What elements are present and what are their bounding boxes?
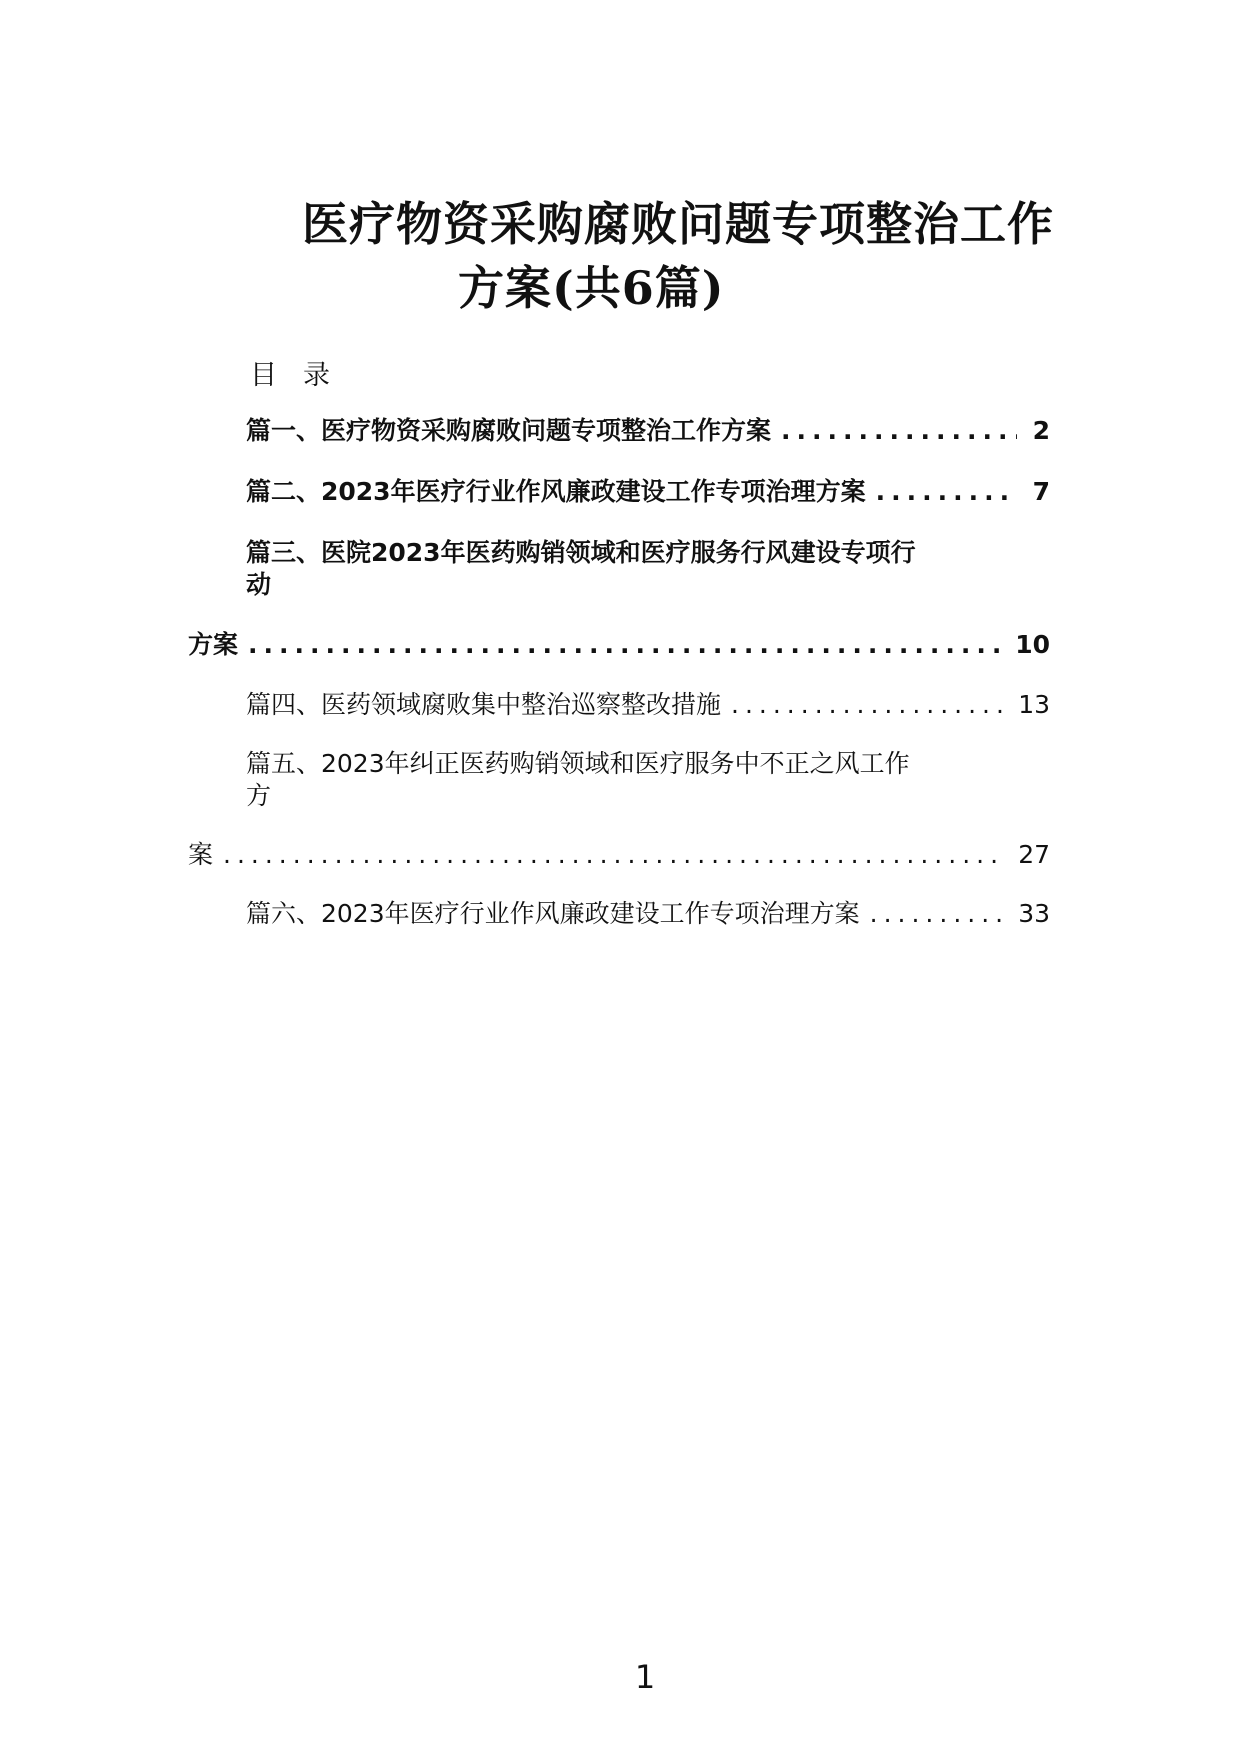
toc-leader-dots [731,690,1002,719]
toc-entry-label: 篇四、医药领域腐败集中整治巡察整改措施 [246,690,722,719]
toc-entry-3-line-2[interactable]: 动 [246,570,272,599]
toc-entry-page: 33 [1018,899,1050,928]
toc-entry-page: 27 [1018,840,1050,869]
toc-leader-dots [248,630,999,659]
toc-leader-dots [223,840,1002,869]
toc-leader-dots [876,477,1017,506]
toc-entry-page: 7 [1032,477,1050,506]
toc-entry-5-line-2[interactable]: 方 [246,781,272,810]
toc-entry-page: 2 [1032,416,1050,445]
toc-entry-5-line-1[interactable]: 篇五、2023年纠正医药购销领域和医疗服务中不正之风工作 [246,749,910,778]
toc-heading: 目录 [250,360,356,391]
toc-entry-2[interactable] [246,472,1050,508]
toc-entry-3-line-1[interactable]: 篇三、医院2023年医药购销领域和医疗服务行风建设专项行 [246,538,916,567]
toc-entry-5[interactable] [188,835,1050,871]
toc-leader-dots [870,899,1003,928]
toc-entry-label: 篇六、2023年医疗行业作风廉政建设工作专项治理方案 [246,899,860,928]
toc-entry-label: 案 [188,840,214,869]
toc-entry-6[interactable] [246,894,1050,930]
page-number: 1 [634,1658,656,1696]
toc-entry-label: 篇二、2023年医疗行业作风廉政建设工作专项治理方案 [246,477,866,506]
document-title-line-1: 医疗物资采购腐败问题专项整治工作 [302,197,1054,251]
toc-leader-dots [781,416,1017,445]
toc-entry-1[interactable] [246,411,1050,447]
toc-entry-3[interactable] [188,625,1050,661]
toc-entry-label: 篇一、医疗物资采购腐败问题专项整治工作方案 [246,416,772,445]
document-title-line-2: 方案(共6篇) [458,261,725,315]
toc-entry-4[interactable] [246,685,1050,721]
toc-entry-page: 13 [1018,690,1050,719]
toc-entry-page: 10 [1015,630,1050,659]
toc-entry-label: 方案 [188,630,239,659]
